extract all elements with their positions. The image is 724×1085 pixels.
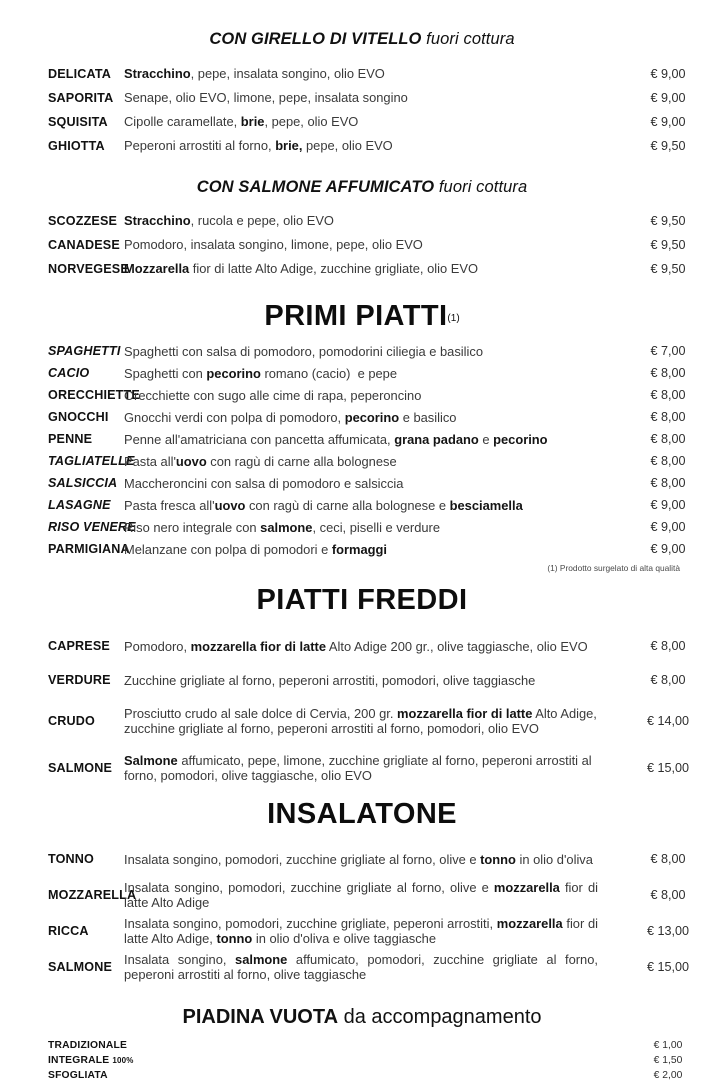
item-name: GNOCCHI [48, 410, 109, 425]
menu-item-row [0, 494, 724, 516]
item-name: VERDURE [48, 673, 111, 688]
section-salmone-affumicato [0, 158, 724, 281]
item-description: Zucchine grigliate al forno, peperoni arrostiti, pomodori, olive taggiasche [124, 672, 536, 688]
menu-item-row [0, 428, 724, 450]
item-name: TONNO [48, 852, 94, 867]
item-description: Gnocchi verdi con polpa di pomodoro, pecorino e basilico [124, 409, 457, 425]
item-name: TRADIZIONALE [48, 1040, 128, 1052]
item-name: SFOGLIATA [48, 1070, 108, 1082]
item-description: Pomodoro, mozzarella fior di latte Alto Adige 200 gr., olive taggiasche, olio EVO [124, 638, 588, 654]
item-price: € 8,00 [650, 388, 686, 403]
item-description: Pomodoro, insalata songino, limone, pepe, olio EVO [124, 237, 423, 253]
heading-strong: PIADINA VUOTA [182, 1006, 339, 1029]
section-primi-piatti [0, 281, 724, 573]
item-name: GHIOTTA [48, 139, 105, 153]
item-description: Melanzane con polpa di pomodori e formaggi [124, 541, 387, 557]
item-price: € 9,50 [650, 238, 686, 252]
item-name: TAGLIATELLE [48, 454, 135, 469]
item-name: SCOZZESE [48, 214, 118, 228]
menu-item-row [0, 913, 724, 949]
section-heading-salmone-affumicato [0, 178, 724, 197]
menu-item-row [0, 61, 724, 86]
item-name: DELICATA [48, 66, 111, 81]
item-list-insalatone [0, 841, 724, 985]
item-name: RISO VENERE [48, 520, 136, 535]
item-price: € 8,00 [650, 410, 686, 425]
heading-light: da accompagnamento [338, 1006, 542, 1029]
menu-item-row [0, 516, 724, 538]
item-price: € 9,50 [650, 262, 686, 276]
section-girello [0, 0, 724, 158]
item-price: € 8,00 [650, 639, 686, 654]
menu-item-row [0, 134, 724, 158]
item-description: Cipolle caramellate, brie, pepe, olio EVO [124, 114, 359, 130]
item-price: € 8,00 [650, 454, 686, 469]
section-piadina-vuota [0, 985, 724, 1085]
item-price: € 9,00 [650, 66, 686, 81]
item-price: € 8,00 [650, 366, 686, 381]
item-description: Penne all'amatriciana con pancetta affumicata, grana padano e pecorino [124, 431, 548, 447]
item-description: Spaghetti con pecorino romano (cacio) e pepe [124, 365, 397, 381]
item-price: € 9,50 [650, 214, 686, 228]
item-description: Insalata songino, pomodori, zucchine grigliate, peperoni arrostiti, mozzarella fior di latte Alto Adige, tonno in olio d'oliva e olive taggiasche [124, 916, 598, 947]
item-list-salmone-affumicato [0, 209, 724, 281]
item-price: € 8,00 [650, 852, 686, 867]
item-description: Peperoni arrostiti al forno, brie, pepe, olio EVO [124, 138, 393, 154]
item-price: € 9,00 [650, 115, 686, 129]
menu-item-row [0, 384, 724, 406]
section-heading-piadina-vuota [0, 1007, 724, 1028]
menu-item-row [0, 340, 724, 362]
heading-strong: CON SALMONE AFFUMICATO [196, 178, 435, 196]
item-name: CAPRESE [48, 639, 110, 654]
heading-light: fuori cottura [421, 30, 515, 48]
menu-item-row [0, 209, 724, 233]
item-price: € 9,00 [650, 91, 686, 105]
item-price: € 9,50 [650, 139, 686, 153]
item-description: Insalata songino, pomodori, zucchine grigliate al forno, olive e mozzarella fior di latte Alto Adige [124, 880, 598, 911]
item-list-girello [0, 61, 724, 158]
item-name: SALMONE [48, 960, 113, 975]
item-price: € 9,00 [650, 520, 686, 535]
item-description: Insalata songino, salmone affumicato, pomodori, zucchine grigliate al forno, peperoni arrostiti al forno, olive taggiasche [124, 952, 598, 983]
item-price: € 1,50 [653, 1055, 683, 1067]
item-price: € 1,00 [653, 1040, 683, 1052]
item-name: SALSICCIA [48, 476, 118, 491]
item-description: Mozzarella fior di latte Alto Adige, zucchine grigliate, olio EVO [124, 261, 478, 277]
item-description: Stracchino, rucola e pepe, olio EVO [124, 213, 334, 229]
item-name: RICCA [48, 924, 89, 939]
menu-item-row [0, 472, 724, 494]
menu-item-row [0, 695, 724, 747]
menu-item-row [0, 877, 724, 913]
section-heading-primi-piatti [0, 301, 724, 331]
item-price: € 14,00 [646, 714, 690, 729]
item-name: PENNE [48, 432, 93, 447]
item-name: MOZZARELLA [48, 888, 137, 903]
item-list-piatti-freddi [0, 627, 724, 789]
item-description: Senape, olio EVO, limone, pepe, insalata songino [124, 90, 408, 106]
menu-item-row [0, 450, 724, 472]
menu-item-row [0, 406, 724, 428]
menu-item-row [0, 538, 724, 560]
menu-item-row [0, 362, 724, 384]
item-price: € 8,00 [650, 888, 686, 903]
item-description: Pasta fresca all'uovo con ragù di carne alla bolognese e besciamella [124, 497, 523, 513]
section-heading-girello [0, 30, 724, 49]
item-price: € 2,00 [653, 1070, 683, 1082]
item-description: Salmone affumicato, pepe, limone, zucchine grigliate al forno, peperoni arrostiti al forno, pomodori, olive taggiasche, olio EVO [124, 753, 592, 784]
section-insalatone [0, 789, 724, 985]
item-list-piadina-vuota [0, 1040, 724, 1085]
item-description: Stracchino, pepe, insalata songino, olio EVO [124, 65, 385, 81]
menu-item-row [0, 747, 724, 789]
item-name: SQUISITA [48, 115, 108, 129]
item-name: NORVEGESE [48, 262, 129, 276]
item-description: Pasta all'uovo con ragù di carne alla bolognese [124, 453, 397, 469]
item-name: LASAGNE [48, 498, 111, 513]
item-name: ORECCHIETTE [48, 388, 140, 403]
item-price: € 15,00 [646, 960, 690, 975]
heading-superscript: (1) [447, 313, 460, 324]
item-price: € 8,00 [650, 476, 686, 491]
item-name: SPAGHETTI [48, 344, 121, 359]
item-description: Riso nero integrale con salmone, ceci, piselli e verdure [124, 519, 440, 535]
item-name: CACIO [48, 366, 90, 381]
item-name: PARMIGIANA [48, 542, 130, 557]
menu-item-row [0, 1070, 724, 1085]
item-description: Orecchiette con sugo alle cime di rapa, peperoncino [124, 387, 422, 403]
menu-item-row [0, 110, 724, 134]
item-description: Maccheroncini con salsa di pomodoro e salsiccia [124, 475, 404, 491]
menu-item-row [0, 1055, 724, 1070]
item-price: € 9,00 [650, 542, 686, 557]
item-price: € 15,00 [646, 761, 690, 776]
menu-item-row [0, 1040, 724, 1055]
menu-item-row [0, 627, 724, 665]
section-heading-insalatone: INSALATONE [267, 798, 457, 831]
heading-strong: PRIMI PIATTI [264, 300, 448, 332]
item-list-primi-piatti [0, 340, 724, 560]
item-description: Spaghetti con salsa di pomodoro, pomodorini ciliegia e basilico [124, 343, 483, 359]
item-name: SAPORITA [48, 91, 114, 105]
menu-item-row [0, 86, 724, 110]
item-name: CRUDO [48, 714, 95, 729]
menu-item-row [0, 257, 724, 281]
item-price: € 9,00 [650, 498, 686, 513]
menu-item-row [0, 665, 724, 695]
item-price: € 13,00 [646, 924, 690, 939]
item-name: SALMONE [48, 761, 113, 776]
item-price: € 8,00 [650, 673, 686, 688]
heading-strong: CON GIRELLO DI VITELLO [209, 30, 422, 48]
menu-item-row [0, 841, 724, 877]
item-description: Insalata songino, pomodori, zucchine grigliate al forno, olive e tonno in olio d'oliva [124, 851, 593, 867]
item-description: Prosciutto crudo al sale dolce di Cervia, 200 gr. mozzarella fior di latte Alto Adige, zucchine grigliate al forno, peperoni arrostiti al forno, pomodori, olio EVO [124, 706, 597, 737]
item-price: € 7,00 [650, 344, 686, 359]
section-piatti-freddi [0, 573, 724, 789]
heading-light: fuori cottura [434, 178, 528, 196]
section-heading-piatti-freddi: PIATTI FREDDI [256, 584, 468, 617]
item-name: INTEGRALE 100% [48, 1055, 134, 1067]
menu-item-row [0, 233, 724, 257]
item-price: € 8,00 [650, 432, 686, 447]
primi-piatti-footnote: (1) Prodotto surgelato di alta qualità [547, 563, 680, 574]
menu-item-row [0, 949, 724, 985]
item-name: CANADESE [48, 238, 120, 252]
